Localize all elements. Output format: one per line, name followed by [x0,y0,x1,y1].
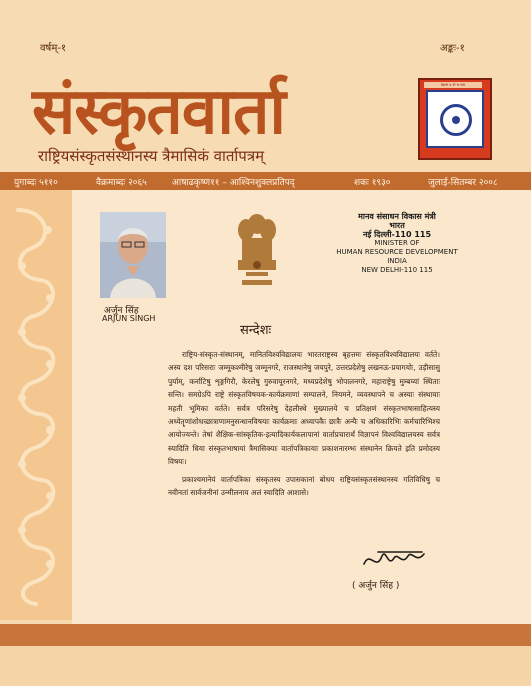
issue-number: अङ्कः-१ [440,43,465,54]
minister-title-en-2: HUMAN RESOURCE DEVELOPMENT [336,248,458,256]
signature-image [358,546,438,574]
logo-emblem [426,90,484,148]
logo-text: वेदानां उ ॐ च गला [440,83,466,87]
date-bar [0,172,531,190]
minister-title-en-4: NEW DELHI-110 115 [361,266,433,274]
wheel-icon [440,104,472,136]
minister-title-hindi: मानव संसाधन विकास मंत्री [358,212,436,221]
date-yugabda: युगाब्दः ५११० [14,178,58,188]
magazine-title: संस्कृतवार्ता [32,74,286,149]
logo-text-strip [424,82,482,88]
minister-photo [100,212,166,298]
bottom-band [0,624,531,646]
institute-logo [418,78,492,160]
date-ashadha: आषाढकृष्ण११ – आश्विनशुक्लप्रतिपद् [172,178,295,188]
minister-title-en-1: MINISTER OF [374,239,420,247]
magazine-subtitle: राष्ट्रियसंस्कृतसंस्थानस्य त्रैमासिकं वार्तापत्रम् [38,147,265,165]
volume-number: वर्षम्-१ [40,43,67,54]
message-body [168,348,440,503]
date-month: जुलाई-सितम्बर २००८ [428,178,498,188]
bottom-margin [0,646,531,686]
portrait-image [100,212,166,298]
wheel-hub [452,116,460,124]
person-name-hindi: अर्जुन सिंह [104,306,139,316]
date-shaka: शकः १९३० [354,178,391,188]
minister-country-hindi: भारत [389,221,405,230]
minister-title-en-3: INDIA [387,257,407,265]
paisley-pattern-icon [8,200,64,610]
national-emblem-icon [232,210,282,288]
message-paragraph-2: प्रकाश्यमानेयं वार्तापत्रिका संस्कृतस्य उपासकानां बोधय राष्ट्रियसंस्कृतसंस्थानस्य गतिविधिषु च नवीनतां सार्वजनीनां उन्मीलनाय अलं स्यादिति आशासे। [168,474,440,498]
message-paragraph-1: राष्ट्रिय-संस्कृत-संस्थानम्, मानितविश्वविद्यालयः भारतराष्ट्रस्य बृहत्तमः संस्कृतविश्वविद्यालयः वर्तते। अस्य दश परिसराः जम्मूकश्मीरेषु जम्मूनगरे, राजस्थानेषु जयपुरे, उत्तरप्रदेशेषु लखनऊ-प्रयागयोः, उड़ीसासु पुर्याम्, कर्नाटिषु शृङ्गगिरौ, केरलेषु गुरुवायूरनगरे, मध्यप्रदेशेषु भोपालनगरे, महाराष्ट्रेषु मुम्बय्यां स्थिताः सन्ति। समग्रेऽपि राष्ट्रे संस्कृतविषयक-कार्यक्रमाणां सम्पालने, नियमने, व्यवस्थापने च अस्याः संस्थायाः महती भूमिका वर्तते। सर्वत्र परिसरेषु देहलीस्थे मुख्यालये च प्रतिक्षणं संस्कृतभाषासाहित्यस्य अध्येतॄणांशोधच्छात्राणामनुसन्धानविषयाः कार्यक्रमाः अध्यापकैः छात्रैः अन्यैः च अधिकारिभिः कर्मचारिभिश्च आयोज्यन्ते। तेषां शैक्षिक-सांस्कृतिक-इत्यादिकार्यकलापानां वार्ताप्रचारार्थं विज्ञापनं विश्वविद्यालयस्य सर्वत्र स्यादिति धिया संस्कृतभाषायां त्रैमासिक्याः वार्तापत्रिकायाः प्रकाशनारम्भः संस्थानेन क्रियते इति प्रमोदस्य विषयः। [168,350,440,467]
minister-office-block [322,212,472,275]
message-heading: सन्देशः [240,323,272,338]
signature-name: ( अर्जुन सिंह ) [352,581,400,591]
date-vikrama: वैक्रमाब्दः २०६५ [96,178,147,188]
person-name-english: ARJUN SINGH [102,314,156,323]
minister-city-hindi: नई दिल्ली-110 115 [362,230,432,239]
